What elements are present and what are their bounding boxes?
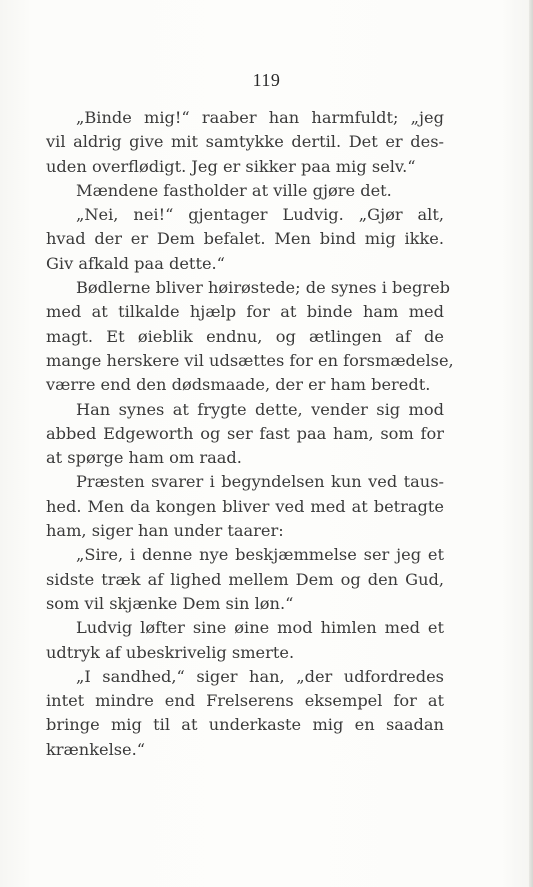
text-line: værre end den dødsmaade, der er ham beredt.	[46, 375, 431, 395]
text-line: Giv afkald paa dette.“	[46, 253, 225, 273]
text-line: krænkelse.“	[46, 739, 146, 759]
text-line: „I sandhed,“ siger han, „der udfordredes	[76, 666, 444, 686]
body-text	[46, 106, 454, 762]
text-line: „Nei, nei!“ gjentager Ludvig. „Gjør alt,	[76, 205, 444, 225]
text-line: intet mindre end Frelserens eksempel for at	[46, 691, 444, 711]
text-line: med at tilkalde hjælp for at binde ham med	[46, 302, 444, 322]
text-line: „Sire, i denne nye beskjæmmelse ser jeg et	[76, 545, 444, 565]
text-line: abbed Edgeworth og ser fast paa ham, som for	[46, 423, 444, 443]
text-line: uden overflødigt. Jeg er sikker paa mig selv.“	[46, 156, 416, 176]
text-line: Ludvig løfter sine øine mod himlen med et	[76, 618, 444, 638]
text-line: hed. Men da kongen bliver ved med at betragte	[46, 496, 444, 516]
text-line: mange herskere vil udsættes for en forsmædelse,	[46, 350, 454, 370]
text-line: magt. Et øieblik endnu, og ætlingen af de	[46, 326, 444, 346]
text-line: Bødlerne bliver høirøstede; de synes i begreb	[76, 278, 451, 298]
text-line: vil aldrig give mit samtykke dertil. Det er des-	[46, 132, 444, 152]
text-line: Han synes at frygte dette, vender sig mod	[76, 399, 444, 419]
page-number: 119	[252, 70, 281, 90]
text-line: Præsten svarer i begyndelsen kun ved taus-	[76, 472, 444, 492]
page-edge	[529, 0, 533, 887]
text-line: som vil skjænke Dem sin løn.“	[46, 593, 294, 613]
text-line: bringe mig til at underkaste mig en saadan	[46, 715, 444, 735]
text-line: Mændene fastholder at ville gjøre det.	[76, 180, 392, 200]
text-line: „Binde mig!“ raaber han harmfuldt; „jeg	[76, 108, 444, 127]
text-line: sidste træk af lighed mellem Dem og den Gud,	[46, 569, 444, 589]
text-line: ham, siger han under taarer:	[46, 521, 284, 541]
text-line: udtryk af ubeskrivelig smerte.	[46, 642, 295, 662]
text-line: at spørge ham om raad.	[46, 448, 242, 468]
text-line: hvad der er Dem befalet. Men bind mig ikke.	[46, 229, 444, 249]
